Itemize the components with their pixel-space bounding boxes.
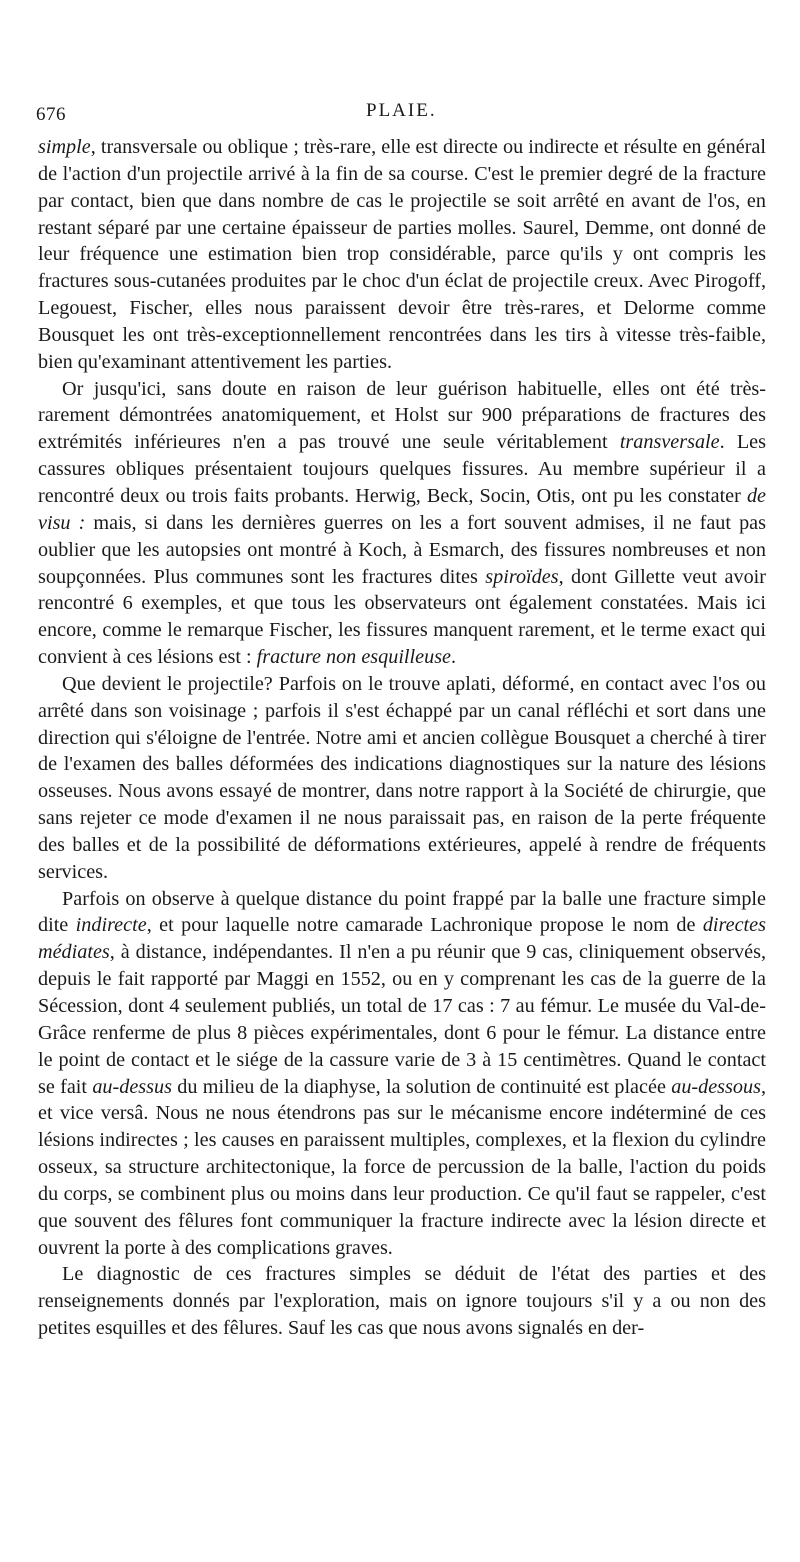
text-run: Le diagnostic de ces fractures simples se déduit de l'état des parties et des renseignements donnés par l'exploration, mais on ignore toujours s'il y a ou non des petites esquilles et des fêlures. Sauf les cas que nous avons signalés en der- (38, 1263, 766, 1340)
running-title: PLAIE. (366, 100, 437, 121)
text-run: , et pour laquelle notre camarade Lachronique propose le nom de (146, 914, 703, 937)
italic-text: transversale (619, 431, 720, 454)
text-run: , à distance, indépendantes. Il n'en a pu réunir que 9 cas, cliniquement observés, depuis le fait rapporté par Maggi en 1552, ou en y comprenant les cas de la guerre de la Sécession, dont 4 seulement publiés, un total de 17 cas : 7 au fémur. Le musée du Val-de-Grâce renferme de plus 8 pièces expérimentales, dont 6 pour le fémur. La distance entre le point de contact et le siége de la cassure varie de 3 à 15 centimètres. Quand le contact se fait (38, 941, 766, 1098)
text-run: . Les cassures obliques présentaient toujours quelques fissures. Au membre supérieur il a rencontré deux ou trois faits probants. Herwig, Beck, Socin, Otis, ont pu les constater (38, 431, 766, 507)
italic-text: de visu : (38, 484, 766, 534)
italic-text: au-dessous (671, 1075, 761, 1098)
page-number: 676 (36, 104, 66, 125)
italic-text: spiroïdes (485, 565, 559, 588)
text-run: . (451, 646, 457, 669)
paragraph (38, 134, 766, 376)
italic-text: fracture non esquilleuse (256, 646, 452, 669)
text-run: Or jusqu'ici, sans doute en raison de leur guérison habituelle, elles ont été très-rarement démontrées anatomiquement, et Holst sur 900 préparations de fractures des extrémités inférieures n'en a pas trouvé une seule véritablement (38, 377, 766, 454)
paragraph (38, 886, 766, 1262)
italic-text: directes médiates (38, 914, 766, 964)
italic-text: simple (38, 136, 91, 158)
paragraph (38, 671, 766, 886)
page-header (36, 100, 766, 134)
text-run: , et vice versâ. Nous ne nous étendrons pas sur le mécanisme encore indéterminé de ces lésions indirectes ; les causes en paraissent multiples, complexes, et la flexion du cylindre osseux, sa structure architectonique, la force de percussion de la balle, l'action du poids du corps, se combinent plus ou moins dans leur production. Ce qu'il faut se rappeler, c'est que souvent des fêlures font communiquer la fracture indirecte avec la lésion directe et ouvrent la porte à des complications graves. (38, 1075, 766, 1259)
text-run: , dont Gillette veut avoir rencontré 6 exemples, et que tous les observateurs ont également constatées. Mais ici encore, comme le remarque Fischer, les fissures manquent rarement, et le terme exact qui convient à ces lésions est : (38, 565, 766, 669)
italic-text: indirecte (75, 914, 147, 937)
text-run: du milieu de la diaphyse, la solution de continuité est placée (171, 1075, 672, 1098)
text-run: Parfois on observe à quelque distance du point frappé par la balle une fracture simple dite (38, 887, 766, 937)
text-run: Que devient le projectile? Parfois on le trouve aplati, déformé, en contact avec l'os ou arrêté dans son voisinage ; parfois il s'est échappé par un canal réfléchi et sort dans une direction qui s'éloigne de l'entrée. Notre ami et ancien collègue Bousquet a cherché à tirer de l'examen des balles déformées des indications diagnostiques sur la nature des lésions osseuses. Nous avons essayé de montrer, dans notre rapport à la Société de chirurgie, que sans rejeter ce mode d'examen il ne nous paraissait pas, en raison de la perte fréquente des balles et de la possibilité de déformations extérieures, appelé à rendre de fréquents services. (38, 672, 766, 883)
text-run: , transversale ou oblique ; très-rare, elle est directe ou indirecte et résulte en général de l'action d'un projectile arrivé à la fin de sa course. C'est le premier degré de la fracture par contact, bien que dans nombre de cas le projectile se soit arrêté en avant de l'os, en restant séparé par une certaine épaisseur de parties molles. Saurel, Demme, ont donné de leur fréquence une estimation bien trop considérable, parce qu'ils y ont compris les fractures sous-cutanées produites par le choc d'un éclat de projectile creux. Avec Pirogoff, Legouest, Fischer, elles nous paraissent devoir être très-rares, et Delorme comme Bousquet les ont très-exceptionnellement rencontrées dans les tirs à vitesse très-faible, bien qu'examinant attentivement les parties. (38, 136, 766, 373)
paragraph (38, 376, 766, 671)
paragraph (38, 1261, 766, 1342)
body-text (38, 134, 766, 1342)
text-run: mais, si dans les dernières guerres on les a fort souvent admises, il ne faut pas oublier que les autopsies ont montré à Koch, à Esmarch, des fissures nombreuses et non soupçonnées. Plus communes sont les fractures dites (38, 511, 766, 588)
italic-text: au-dessus (92, 1075, 172, 1098)
